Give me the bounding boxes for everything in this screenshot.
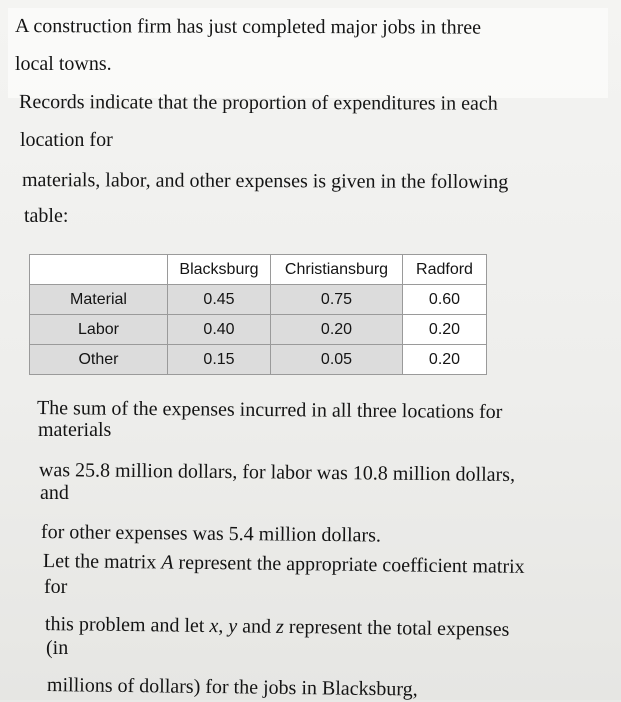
matrix-line-after: represent the appropriate coefficient matrix — [173, 551, 525, 578]
table-cell: 0.75 — [270, 284, 403, 315]
variables-line — [45, 612, 510, 642]
intro-line-2: local towns. — [15, 53, 112, 75]
table-corner-cell — [29, 254, 168, 285]
table-cell: 0.20 — [270, 314, 403, 345]
body-line-6: for — [44, 576, 68, 598]
table-cell: 0.20 — [402, 314, 487, 345]
matrix-line-before: Let the matrix — [42, 550, 162, 574]
row-label-labor: Labor — [29, 314, 168, 345]
column-header-christiansburg: Christiansburg — [270, 254, 403, 285]
intro-line-3: Records indicate that the proportion of expenditures in each — [18, 91, 498, 115]
variable-y: y — [228, 615, 238, 638]
body-line-7: (in — [46, 637, 69, 659]
intro-line-4: location for — [20, 129, 113, 151]
table-cell: 0.45 — [167, 284, 271, 315]
variable-x: x — [209, 615, 219, 638]
table-cell: 0.60 — [402, 284, 487, 315]
vars-line-after: represent the total expenses — [283, 615, 510, 641]
table-cell: 0.20 — [402, 344, 487, 375]
vars-line-before: this problem and let — [44, 613, 210, 638]
table-cell: 0.05 — [270, 344, 403, 375]
vars-sep-1: , — [218, 615, 229, 638]
row-label-material: Material — [29, 284, 168, 315]
matrix-line — [43, 549, 525, 579]
table-cell: 0.40 — [167, 314, 271, 345]
intro-line-1: A construction firm has just completed major jobs in three — [14, 15, 482, 39]
intro-line-6: table: — [24, 205, 69, 227]
body-line-1: The sum of the expenses incurred in all three locations for — [36, 397, 503, 424]
body-line-3: was 25.8 million dollars, for labor was 10.8 million dollars, — [38, 459, 516, 486]
vars-sep-2: and — [237, 615, 277, 638]
body-line-2: materials — [38, 419, 112, 441]
column-header-blacksburg: Blacksburg — [167, 254, 271, 285]
expenditure-table — [29, 254, 487, 388]
body-line-5: for other expenses was 5.4 million dollars. — [40, 521, 382, 547]
intro-line-5: materials, labor, and other expenses is given in the following — [21, 169, 509, 194]
table-cell: 0.15 — [167, 344, 271, 375]
body-line-8: millions of dollars) for the jobs in Blacksburg, — [46, 674, 418, 701]
row-label-other: Other — [29, 344, 168, 375]
matrix-variable-a: A — [161, 551, 174, 574]
variable-z: z — [275, 615, 285, 638]
body-line-4: and — [40, 482, 69, 504]
column-header-radford: Radford — [402, 254, 487, 285]
